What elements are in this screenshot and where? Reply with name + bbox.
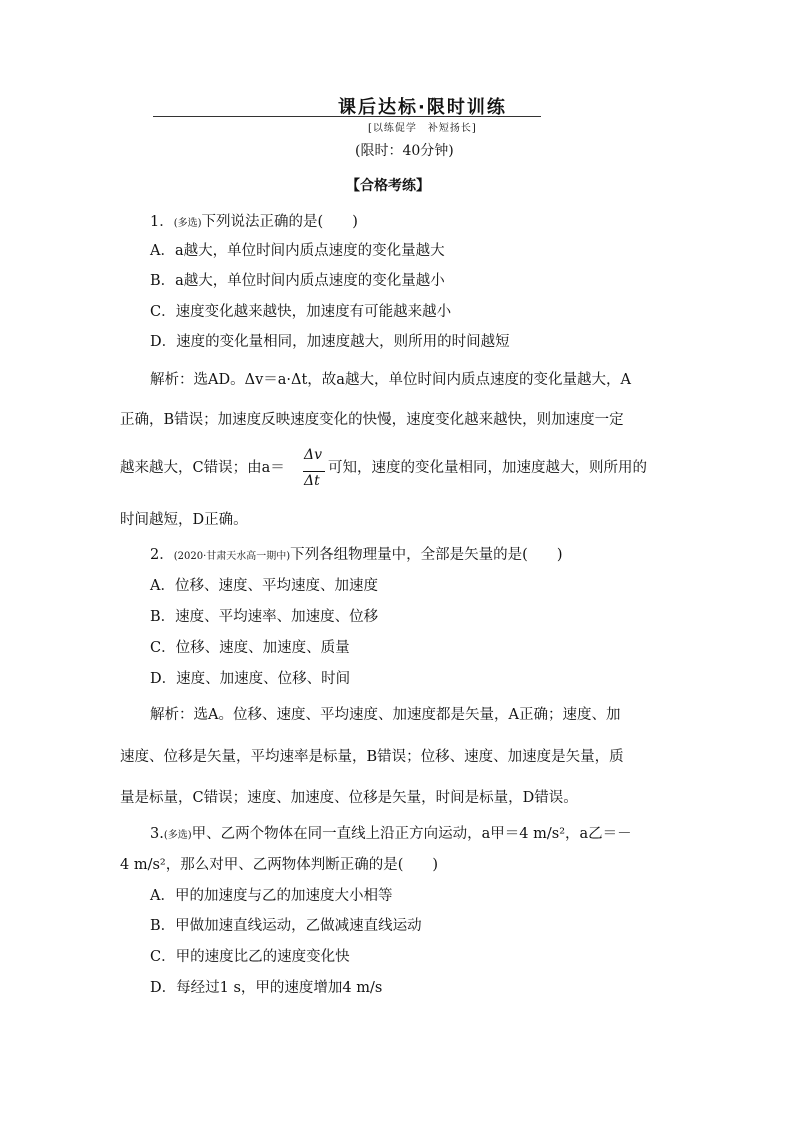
fraction-numerator: Δv: [304, 447, 323, 463]
question-2-option-b: B．速度、平均速率、加速度、位移: [150, 609, 379, 625]
question-2-analysis-line: 量是标量，C错误；速度、加速度、位移是矢量，时间是标量，D错误。: [120, 790, 578, 806]
question-1-stem: [150, 210, 358, 231]
question-1-option-c: C．速度变化越来越快，加速度有可能越来越小: [150, 304, 452, 320]
question-text: 下列各组物理量中，全部是矢量的是( ): [290, 547, 563, 563]
question-1-analysis-line: 可知，速度的变化量相同，加速度越大，则所用的: [328, 460, 647, 476]
question-3-stem: [150, 822, 632, 843]
question-2-option-c: C．位移、速度、加速度、质量: [150, 640, 350, 656]
question-1-option-b: B．a越大，单位时间内质点速度的变化量越小: [150, 273, 445, 289]
question-2-analysis-line: 速度、位移是矢量，平均速率是标量，B错误；位移、速度、加速度是矢量，质: [120, 749, 624, 765]
page-title: 课后达标·限时训练: [338, 97, 507, 118]
section-heading: 【合格考练】: [346, 178, 430, 194]
title-underline: [153, 116, 541, 117]
question-3-option-b: B．甲做加速直线运动，乙做减速直线运动: [150, 918, 422, 934]
question-1-analysis-line: 时间越短，D正确。: [120, 512, 248, 528]
question-1-option-d: D．速度的变化量相同，加速度越大，则所用的时间越短: [150, 334, 510, 350]
question-2-option-a: A．位移、速度、平均速度、加速度: [150, 578, 378, 594]
question-1-analysis-line: 正确，B错误；加速度反映速度变化的快慢，速度变化越来越快，则加速度一定: [120, 412, 624, 428]
question-number: 3.: [150, 826, 164, 842]
question-text: 下列说法正确的是( ): [201, 214, 358, 230]
question-source: (2020·甘肃天水高一期中): [173, 551, 291, 562]
question-3-option-c: C．甲的速度比乙的速度变化快: [150, 949, 350, 965]
question-3-option-d: D．每经过1 s，甲的速度增加4 m/s: [150, 980, 383, 996]
question-2-analysis-line: 解析：选A。位移、速度、平均速度、加速度都是矢量，A正确；速度、加: [150, 707, 621, 723]
question-3-option-a: A．甲的加速度与乙的加速度大小相等: [150, 888, 393, 904]
question-2-stem: [150, 543, 562, 564]
question-text: 甲、乙两个物体在同一直线上沿正方向运动，a甲＝4 m/s²，a乙＝－: [191, 826, 632, 842]
page-subtitle: [以练促学 补短扬长]: [368, 123, 477, 134]
question-3-stem-line2: 4 m/s²，那么对甲、乙两物体判断正确的是( ): [120, 857, 439, 873]
fraction-delta-v-over-delta-t: [303, 447, 325, 495]
question-number: 1．: [150, 214, 174, 230]
fraction-denominator: Δt: [304, 473, 320, 489]
question-1-option-a: A．a越大，单位时间内质点速度的变化量越大: [150, 243, 445, 259]
question-tag: (多选): [163, 830, 192, 841]
question-1-analysis-line: 解析：选AD。Δv＝a·Δt，故a越大，单位时间内质点速度的变化量越大，A: [150, 372, 631, 388]
fraction-bar: [303, 471, 325, 472]
time-limit: (限时：40分钟): [355, 143, 454, 159]
question-1-analysis-line: 越来越大，C错误；由a＝: [120, 460, 285, 476]
question-2-option-d: D．速度、加速度、位移、时间: [150, 671, 351, 687]
question-number: 2．: [150, 547, 174, 563]
question-tag: (多选): [173, 218, 202, 229]
